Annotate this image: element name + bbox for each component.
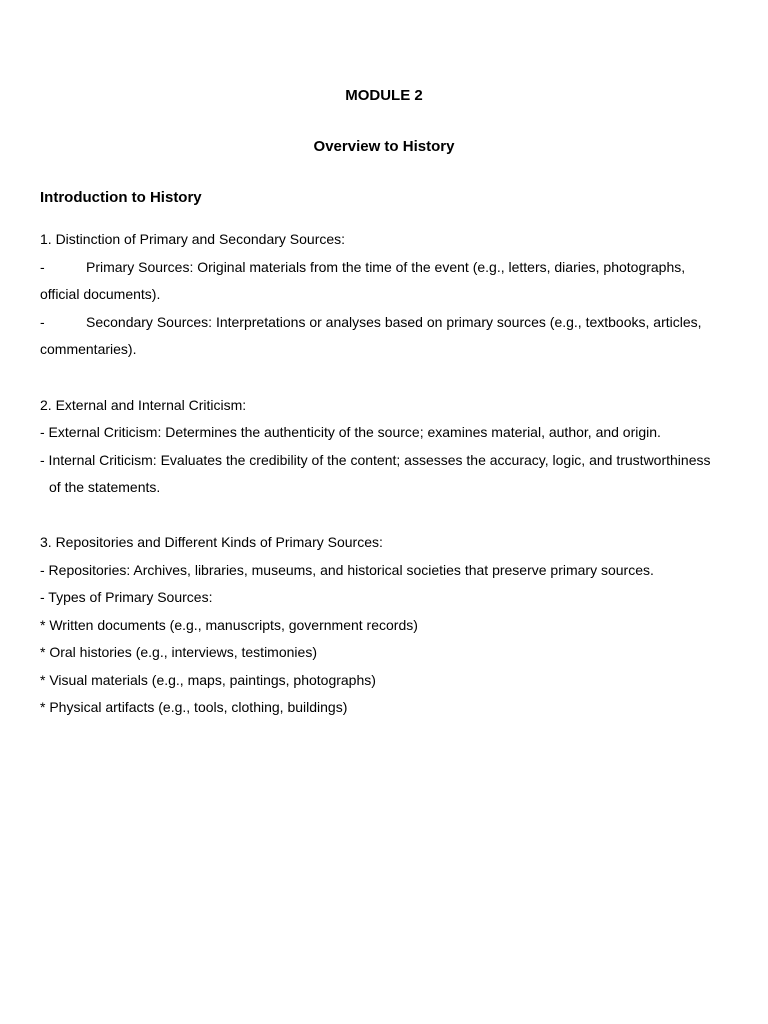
types-heading: - Types of Primary Sources: <box>40 589 213 605</box>
secondary-sources-text: Secondary Sources: Interpretations or analyses based on primary sources (e.g., textbooks, articles, <box>86 314 702 330</box>
bullet-dash: - <box>40 259 45 275</box>
secondary-sources-continuation: commentaries). <box>40 341 137 357</box>
internal-criticism: - Internal Criticism: Evaluates the credibility of the content; assesses the accuracy, logic, and trustworthiness <box>40 452 711 468</box>
bullet-dash: - <box>40 314 45 330</box>
external-criticism: - External Criticism: Determines the authenticity of the source; examines material, author, and origin. <box>40 424 661 440</box>
primary-sources-line <box>40 258 685 276</box>
internal-criticism-continuation: of the statements. <box>49 479 161 495</box>
secondary-sources-line <box>40 313 702 331</box>
list-item: * Physical artifacts (e.g., tools, clothing, buildings) <box>40 699 348 715</box>
section-heading: Introduction to History <box>40 189 202 206</box>
section3-title: 3. Repositories and Different Kinds of Primary Sources: <box>40 534 383 550</box>
section1-title: 1. Distinction of Primary and Secondary Sources: <box>40 231 346 247</box>
primary-sources-continuation: official documents). <box>40 286 161 302</box>
list-item: * Written documents (e.g., manuscripts, government records) <box>40 617 418 633</box>
list-item: * Oral histories (e.g., interviews, testimonies) <box>40 644 317 660</box>
overview-title: Overview to History <box>313 138 455 155</box>
section2-title: 2. External and Internal Criticism: <box>40 397 247 413</box>
primary-sources-text: Primary Sources: Original materials from the time of the event (e.g., letters, diaries, photographs, <box>86 259 686 275</box>
module-title: MODULE 2 <box>345 87 423 104</box>
list-item: * Visual materials (e.g., maps, paintings, photographs) <box>40 672 376 688</box>
repositories-line: - Repositories: Archives, libraries, museums, and historical societies that preserve primary sources. <box>40 562 654 578</box>
